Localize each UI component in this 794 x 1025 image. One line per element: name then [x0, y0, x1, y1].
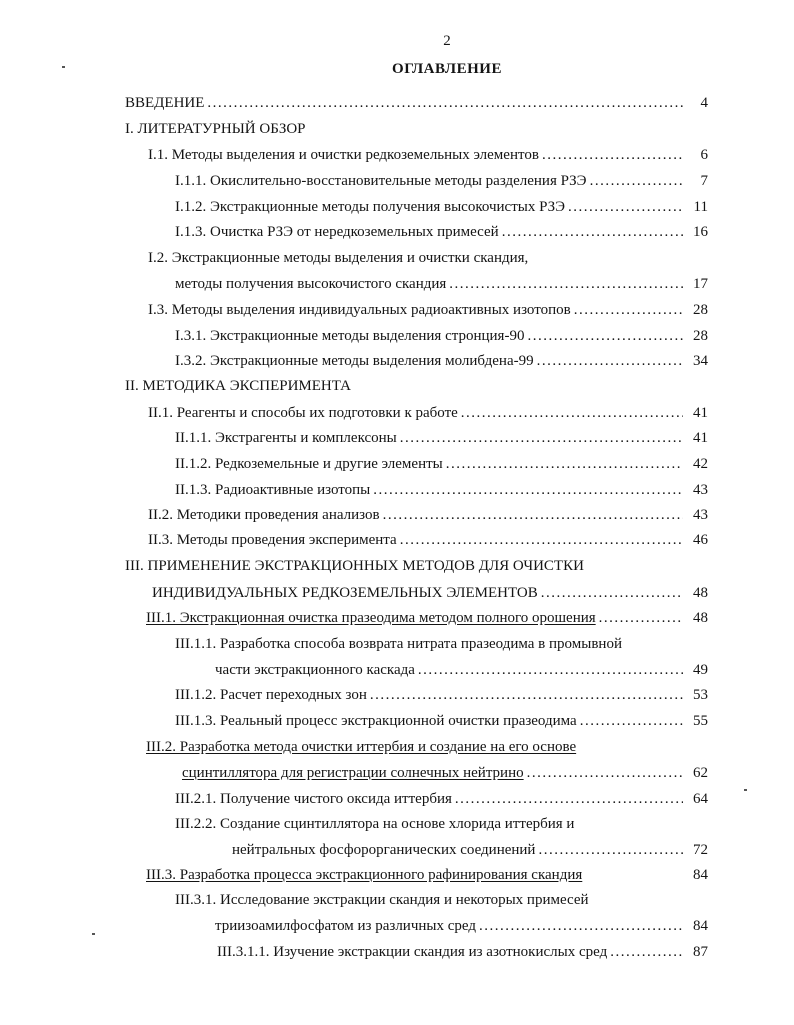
toc-page: 4 [700, 95, 708, 111]
toc-leader [580, 711, 683, 731]
toc-leader [568, 197, 683, 217]
toc-label: части экстракционного каскада [215, 662, 415, 678]
toc-label: III.1.1. Разработка способа возврата нитрата празеодима в промывной [175, 636, 622, 652]
toc-label: I.1.3. Очистка РЗЭ от нередкоземельных примесей [175, 224, 499, 240]
toc-entry[interactable] [148, 505, 708, 525]
toc-page: 41 [693, 405, 708, 421]
toc-entry[interactable] [175, 171, 708, 191]
toc-leader [370, 685, 683, 705]
toc-page: 62 [693, 765, 708, 781]
toc-leader [537, 351, 683, 371]
toc-page: 17 [693, 276, 708, 292]
toc-entry[interactable] [232, 840, 708, 860]
toc-page: 43 [693, 482, 708, 498]
toc-page: 7 [700, 173, 708, 189]
toc-leader [599, 608, 683, 628]
toc-label: I.1.2. Экстракционные методы получения высокочистых РЗЭ [175, 199, 566, 215]
toc-label: I.1. Методы выделения и очистки редкоземельных элементов [148, 147, 539, 163]
toc-leader [502, 222, 683, 242]
toc-label: III.3.1.1. Изучение экстракции скандия из азотнокислых сред [217, 944, 608, 960]
toc-entry[interactable] [215, 660, 708, 680]
toc-page: 43 [693, 507, 708, 523]
toc-page: 48 [693, 610, 708, 626]
toc-entry-line1[interactable] [175, 634, 622, 654]
toc-entry[interactable] [175, 428, 708, 448]
toc-label: II.1.1. Экстрагенты и комплексоны [175, 430, 397, 446]
toc-leader [207, 93, 683, 113]
toc-entry[interactable] [175, 326, 708, 346]
toc-label: III.3.1. Исследование экстракции скандия и некоторых примесей [175, 892, 589, 908]
toc-entry-line1[interactable] [175, 890, 589, 910]
toc-label: III.3. Разработка процесса экстракционного рафинирования скандия [146, 867, 583, 883]
toc-label: I.3. Методы выделения индивидуальных радиоактивных изотопов [148, 302, 571, 318]
toc-entry[interactable] [175, 197, 708, 217]
toc-leader [542, 145, 683, 165]
toc-leader [479, 916, 683, 936]
toc-entry[interactable] [175, 351, 708, 371]
scan-speck [744, 789, 747, 791]
toc-label: II.1. Реагенты и способы их подготовки к работе [148, 405, 458, 421]
toc-label: триизоамилфосфатом из различных сред [215, 918, 476, 934]
scan-speck [92, 933, 95, 935]
toc-heading[interactable] [125, 376, 351, 396]
toc-entry[interactable] [175, 711, 708, 731]
toc-label: II.1.2. Редкоземельные и другие элементы [175, 456, 443, 472]
toc-page: 87 [693, 944, 708, 960]
toc-entry[interactable] [146, 865, 708, 885]
toc-label: I.2. Экстракционные методы выделения и очистки скандия, [148, 250, 529, 266]
toc-leader [538, 840, 683, 860]
toc-label: III.1.2. Расчет переходных зон [175, 687, 367, 703]
toc-page: 72 [693, 842, 708, 858]
toc-leader [574, 300, 683, 320]
toc-entry[interactable] [182, 763, 708, 783]
toc-entry[interactable] [148, 530, 708, 550]
toc-leader [400, 530, 683, 550]
page-title: ОГЛАВЛЕНИЕ [392, 61, 502, 77]
toc-entry[interactable] [215, 916, 708, 936]
toc-entry-line1[interactable] [146, 737, 576, 757]
toc-leader [541, 583, 683, 603]
toc-leader [527, 763, 683, 783]
toc-page: 41 [693, 430, 708, 446]
toc-entry[interactable] [175, 274, 708, 294]
toc-page: 34 [693, 353, 708, 369]
toc-leader [383, 505, 683, 525]
toc-page: 48 [693, 585, 708, 601]
toc-label: ВВЕДЕНИЕ [125, 95, 205, 111]
toc-label: I. ЛИТЕРАТУРНЫЙ ОБЗОР [125, 121, 306, 137]
toc-label: III.1.3. Реальный процесс экстракционной очистки празеодима [175, 713, 577, 729]
toc-leader [449, 274, 683, 294]
toc-label: II. МЕТОДИКА ЭКСПЕРИМЕНТА [125, 378, 351, 394]
toc-entry[interactable] [152, 583, 708, 603]
toc-leader [418, 660, 683, 680]
toc-page: 84 [693, 918, 708, 934]
scan-speck [62, 66, 65, 68]
toc-leader [461, 403, 683, 423]
toc-leader [446, 454, 683, 474]
toc-page: 6 [700, 147, 708, 163]
page-number: 2 [443, 33, 451, 49]
toc-label: методы получения высокочистого скандия [175, 276, 447, 292]
toc-entry-line1[interactable] [148, 248, 528, 268]
toc-page: 42 [693, 456, 708, 472]
toc-label: III.2.1. Получение чистого оксида иттербия [175, 791, 452, 807]
toc-label: III. ПРИМЕНЕНИЕ ЭКСТРАКЦИОННЫХ МЕТОДОВ ДЛЯ ОЧИСТКИ [125, 558, 584, 574]
toc-label: III.2.2. Создание сцинтиллятора на основе хлорида иттербия и [175, 816, 575, 832]
toc-entry[interactable] [125, 93, 708, 113]
toc-entry[interactable] [148, 403, 708, 423]
toc-entry-line1[interactable] [175, 814, 574, 834]
toc-entry[interactable] [175, 789, 708, 809]
toc-entry[interactable] [148, 145, 708, 165]
toc-label: I.3.1. Экстракционные методы выделения стронция-90 [175, 328, 525, 344]
toc-entry[interactable] [175, 480, 708, 500]
toc-page: 84 [693, 867, 708, 883]
toc-label: I.3.2. Экстракционные методы выделения молибдена-99 [175, 353, 534, 369]
toc-label: нейтральных фосфорорганических соединений [232, 842, 536, 858]
toc-entry[interactable] [175, 685, 708, 705]
toc-leader [455, 789, 683, 809]
toc-label: III.1. Экстракционная очистка празеодима методом полного орошения [146, 610, 596, 626]
toc-page: 16 [693, 224, 708, 240]
toc-entry[interactable] [146, 608, 708, 628]
toc-page: 64 [693, 791, 708, 807]
toc-leader [590, 171, 683, 191]
toc-label: сцинтиллятора для регистрации солнечных нейтрино [182, 765, 524, 781]
toc-page: 53 [693, 687, 708, 703]
toc-page: 46 [693, 532, 708, 548]
toc-page: 55 [693, 713, 708, 729]
toc-entry[interactable] [217, 942, 708, 962]
toc-label: II.3. Методы проведения эксперимента [148, 532, 397, 548]
toc-label: ИНДИВИДУАЛЬНЫХ РЕДКОЗЕМЕЛЬНЫХ ЭЛЕМЕНТОВ [152, 585, 538, 601]
toc-leader [527, 326, 683, 346]
toc-heading[interactable] [125, 119, 306, 139]
toc-heading[interactable] [125, 556, 584, 576]
toc-leader [610, 942, 683, 962]
toc-page: 28 [693, 302, 708, 318]
toc-page: 11 [693, 199, 708, 215]
toc-label: II.2. Методики проведения анализов [148, 507, 380, 523]
toc-label: I.1.1. Окислительно-восстановительные методы разделения РЗЭ [175, 173, 587, 189]
toc-label: III.2. Разработка метода очистки иттербия и создание на его основе [146, 739, 577, 755]
toc-entry[interactable] [175, 454, 708, 474]
toc-page: 28 [693, 328, 708, 344]
toc-leader [400, 428, 683, 448]
toc-leader [373, 480, 683, 500]
toc-entry[interactable] [175, 222, 708, 242]
toc-page: 49 [693, 662, 708, 678]
toc-entry[interactable] [148, 300, 708, 320]
toc-label: II.1.3. Радиоактивные изотопы [175, 482, 371, 498]
